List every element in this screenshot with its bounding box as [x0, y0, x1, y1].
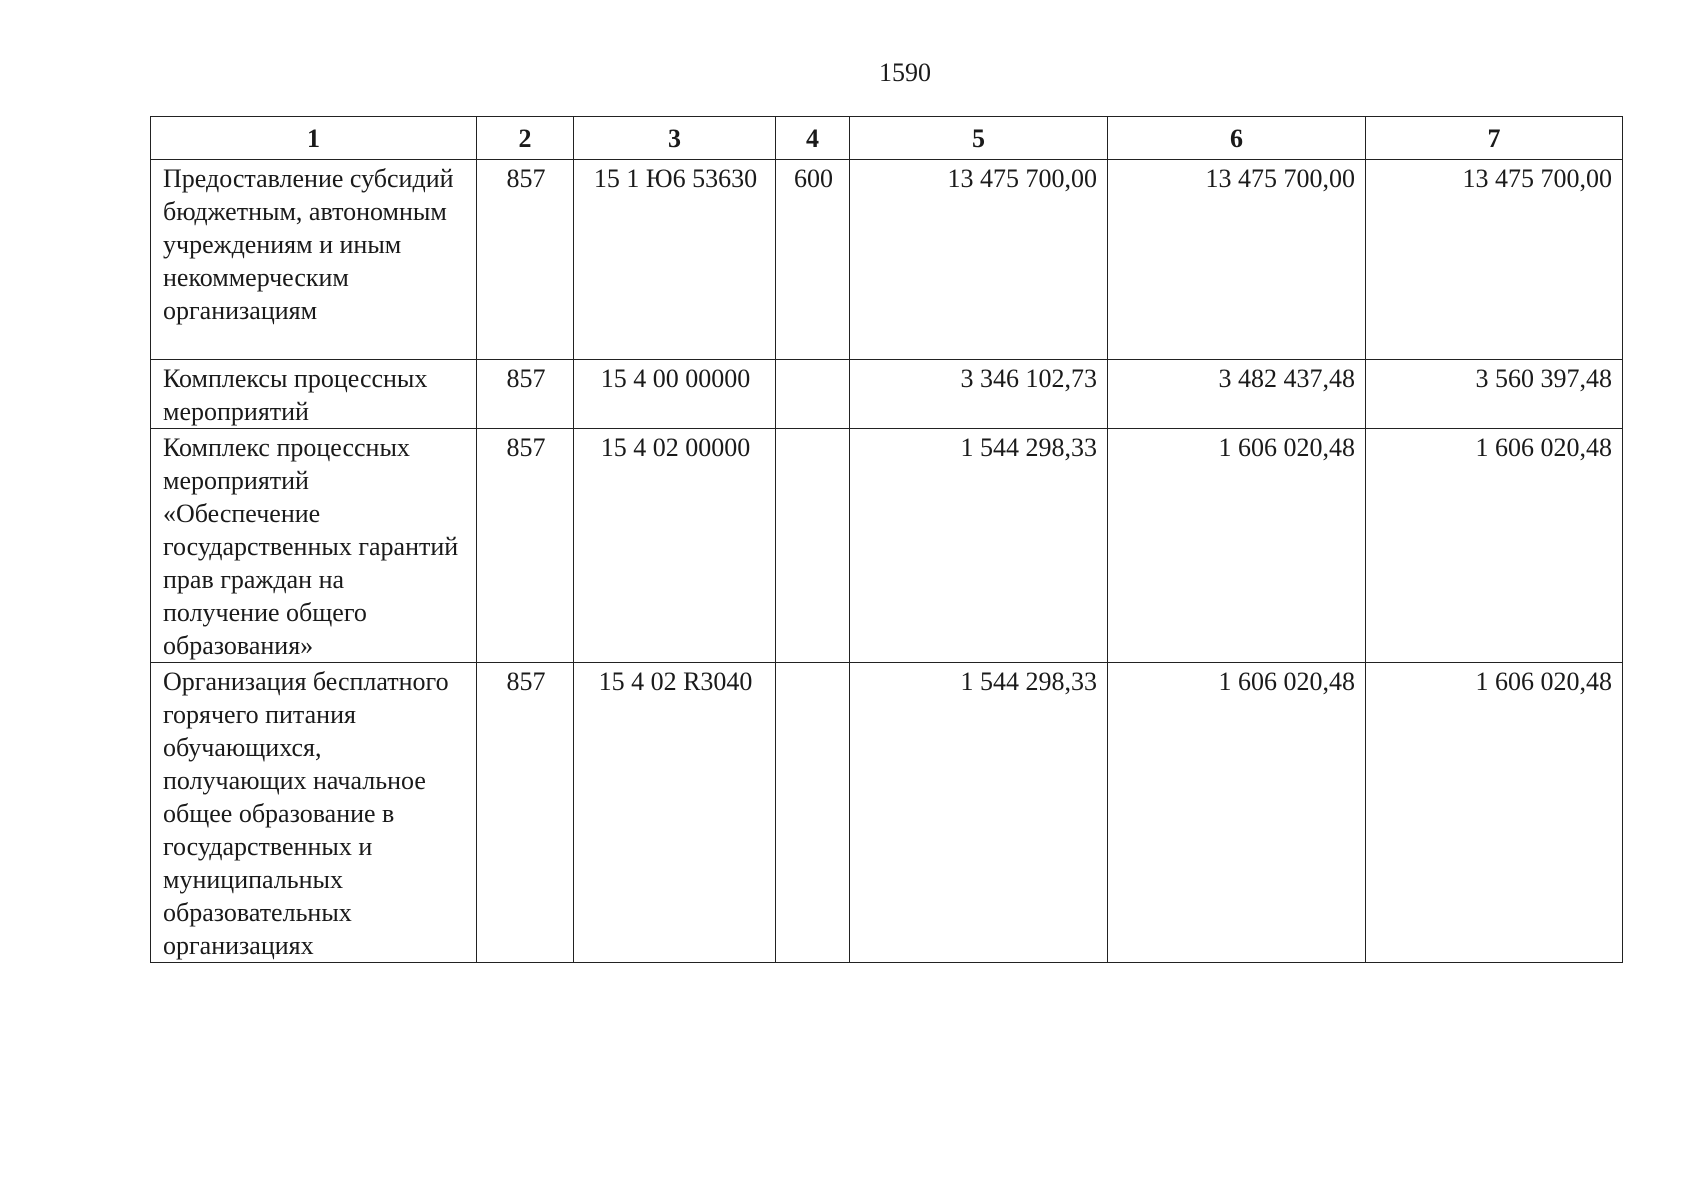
row-name-cell: Комплекс процессных мероприятий «Обеспечение государственных гарантий прав граждан на получение общего образования» [151, 429, 477, 663]
amount-year3-cell: 1 606 020,48 [1366, 663, 1623, 963]
expense-type-cell: 600 [776, 160, 850, 360]
table-row [151, 663, 1623, 963]
ministry-code-cell: 857 [477, 360, 574, 429]
row-name-cell: Организация бесплатного горячего питания обучающихся, получающих начальное общее образование в государственных и муниципальных образовательных организациях [151, 663, 477, 963]
amount-year3-cell: 3 560 397,48 [1366, 360, 1623, 429]
amount-year3-cell: 13 475 700,00 [1366, 160, 1623, 360]
ministry-code-cell: 857 [477, 663, 574, 963]
header-cell-2: 2 [477, 117, 574, 160]
table-row [151, 360, 1623, 429]
amount-year1-cell: 13 475 700,00 [850, 160, 1108, 360]
header-cell-7: 7 [1366, 117, 1623, 160]
header-cell-5: 5 [850, 117, 1108, 160]
target-code-cell: 15 1 Ю6 53630 [574, 160, 776, 360]
amount-year1-cell: 3 346 102,73 [850, 360, 1108, 429]
amount-year2-cell: 13 475 700,00 [1108, 160, 1366, 360]
row-name-cell: Предоставление субсидий бюджетным, автономным учреждениям и иным некоммерческим организациям [151, 160, 477, 360]
header-row [151, 117, 1623, 160]
header-cell-4: 4 [776, 117, 850, 160]
budget-table [150, 116, 1623, 963]
amount-year2-cell: 3 482 437,48 [1108, 360, 1366, 429]
header-cell-3: 3 [574, 117, 776, 160]
expense-type-cell [776, 429, 850, 663]
ministry-code-cell: 857 [477, 429, 574, 663]
header-cell-6: 6 [1108, 117, 1366, 160]
amount-year1-cell: 1 544 298,33 [850, 429, 1108, 663]
expense-type-cell [776, 663, 850, 963]
target-code-cell: 15 4 00 00000 [574, 360, 776, 429]
amount-year2-cell: 1 606 020,48 [1108, 663, 1366, 963]
ministry-code-cell: 857 [477, 160, 574, 360]
expense-type-cell [776, 360, 850, 429]
amount-year1-cell: 1 544 298,33 [850, 663, 1108, 963]
target-code-cell: 15 4 02 00000 [574, 429, 776, 663]
table-row [151, 160, 1623, 360]
page-number: 1590 [879, 58, 931, 87]
table-row [151, 429, 1623, 663]
amount-year2-cell: 1 606 020,48 [1108, 429, 1366, 663]
amount-year3-cell: 1 606 020,48 [1366, 429, 1623, 663]
header-cell-1: 1 [151, 117, 477, 160]
row-name-cell: Комплексы процессных мероприятий [151, 360, 477, 429]
target-code-cell: 15 4 02 R3040 [574, 663, 776, 963]
